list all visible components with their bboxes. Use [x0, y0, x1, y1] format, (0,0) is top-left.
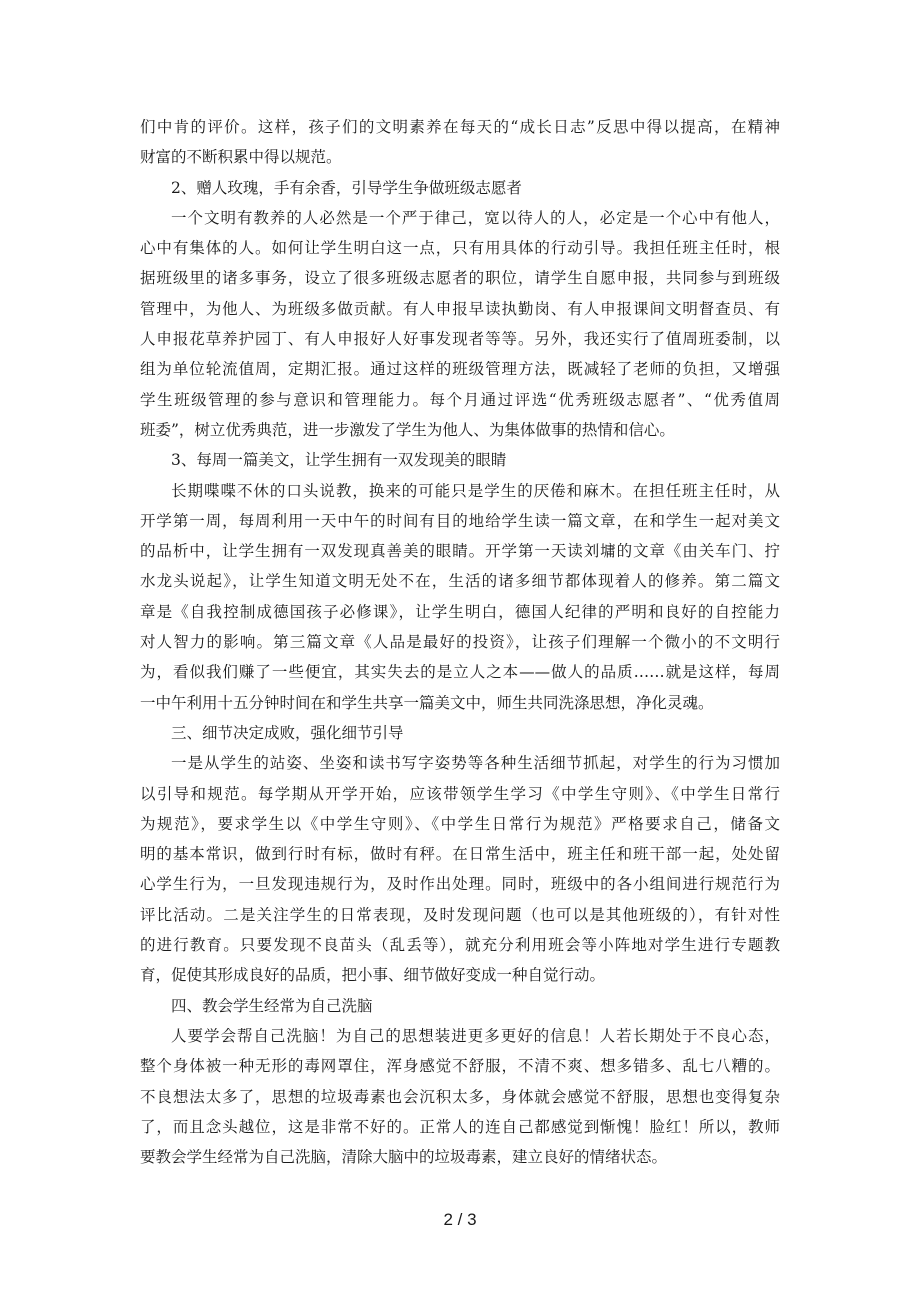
text-line: 管理中，为他人、为班级多做贡献。有人申报早读执勤岗、有人申报课间文明督查员、有	[140, 299, 780, 318]
text-line: 一是从学生的站姿、坐姿和读书写字姿势等各种生活细节抓起，对学生的行为习惯加	[171, 754, 780, 773]
text-line: 三、细节决定成败，强化细节引导	[171, 723, 404, 742]
text-line: 以引导和规范。每学期从开学开始，应该带领学生学习《中学生守则》、《中学生日常行	[140, 784, 780, 803]
text-line: 明的基本常识，做到行时有标，做时有秤。在日常生活中，班主任和班干部一起，处处留	[140, 845, 780, 864]
text-line: 水龙头说起》，让学生知道文明无处不在，生活的诸多细节都体现着人的修养。第二篇文	[140, 572, 780, 591]
text-line: 据班级里的诸多事务，设立了很多班级志愿者的职位，请学生自愿申报，共同参与到班级	[140, 269, 780, 288]
text-line: 对人智力的影响。第三篇文章《人品是最好的投资》，让孩子们理解一个微小的不文明行	[140, 633, 780, 652]
text-line: 2、赠人玫瑰，手有余香，引导学生争做班级志愿者	[171, 178, 522, 197]
document-body	[140, 112, 780, 1172]
text-line: 整个身体被一种无形的毒网罩住，浑身感觉不舒服，不清不爽、想多错多、乱七八糟的。	[140, 1057, 780, 1076]
text-line: 不良想法太多了，思想的垃圾毒素也会沉积太多，身体就会感觉不舒服，思想也变得复杂	[140, 1087, 780, 1106]
text-line: 心中有集体的人。如何让学生明白这一点，只有用具体的行动引导。我担任班主任时，根	[140, 239, 780, 258]
text-line: 组为单位轮流值周，定期汇报。通过这样的班级管理方法，既减轻了老师的负担，又增强	[140, 360, 780, 379]
text-line: 的品析中，让学生拥有一双发现真善美的眼睛。开学第一天读刘墉的文章《由关车门、拧	[140, 542, 780, 561]
text-line: 长期喋喋不休的口头说教，换来的可能只是学生的厌倦和麻木。在担任班主任时，从	[171, 481, 780, 500]
text-line: 学生班级管理的参与意识和管理能力。每个月通过评选“优秀班级志愿者”、“优秀值周	[140, 390, 780, 409]
page-number: 2 / 3	[443, 1210, 477, 1229]
text-line: 开学第一周，每周利用一天中午的时间有目的地给学生读一篇文章，在和学生一起对美文	[140, 511, 780, 530]
text-line: 一个文明有教养的人必然是一个严于律己，宽以待人的人，必定是一个心中有他人，	[171, 208, 780, 227]
text-line: 四、教会学生经常为自己洗脑	[171, 996, 373, 1015]
text-line: 育，促使其形成良好的品质，把小事、细节做好变成一种自觉行动。	[140, 966, 606, 985]
text-line: 为规范》，要求学生以《中学生守则》、《中学生日常行为规范》严格要求自己，储备文	[140, 814, 780, 833]
text-line: 财富的不断积累中得以规范。	[140, 148, 342, 167]
text-line: 3、每周一篇美文，让学生拥有一双发现美的眼睛	[171, 451, 507, 470]
text-line: 要教会学生经常为自己洗脑，清除大脑中的垃圾毒素，建立良好的情绪状态。	[140, 1148, 668, 1167]
text-line: 了，而且念头越位，这是非常不好的。正常人的连自己都感觉到惭愧！脸红！所以，教师	[140, 1117, 780, 1136]
text-line: 人要学会帮自己洗脑！为自己的思想装进更多更好的信息！人若长期处于不良心态，	[171, 1026, 780, 1045]
text-line: 章是《自我控制成德国孩子必修课》，让学生明白，德国人纪律的严明和良好的自控能力	[140, 602, 780, 621]
text-line: 一中午利用十五分钟时间在和学生共享一篇美文中，师生共同洗涤思想，净化灵魂。	[140, 693, 714, 712]
text-line: 心学生行为，一旦发现违规行为，及时作出处理。同时，班级中的各小组间进行规范行为	[140, 875, 780, 894]
text-line: 人申报花草养护园丁、有人申报好人好事发现者等等。另外，我还实行了值周班委制，以	[140, 330, 780, 349]
text-line: 评比活动。二是关注学生的日常表现，及时发现问题（也可以是其他班级的），有针对性	[140, 905, 780, 924]
text-line: 班委”，树立优秀典范，进一步激发了学生为他人、为集体做事的热情和信心。	[140, 420, 675, 439]
text-line: 的进行教育。只要发现不良苗头（乱丢等），就充分利用班会等小阵地对学生进行专题教	[140, 936, 780, 955]
text-line: 为，看似我们赚了一些便宜，其实失去的是立人之本——做人的品质……就是这样，每周	[140, 663, 780, 682]
text-line: 们中肯的评价。这样，孩子们的文明素养在每天的“成长日志”反思中得以提高，在精神	[140, 118, 780, 136]
